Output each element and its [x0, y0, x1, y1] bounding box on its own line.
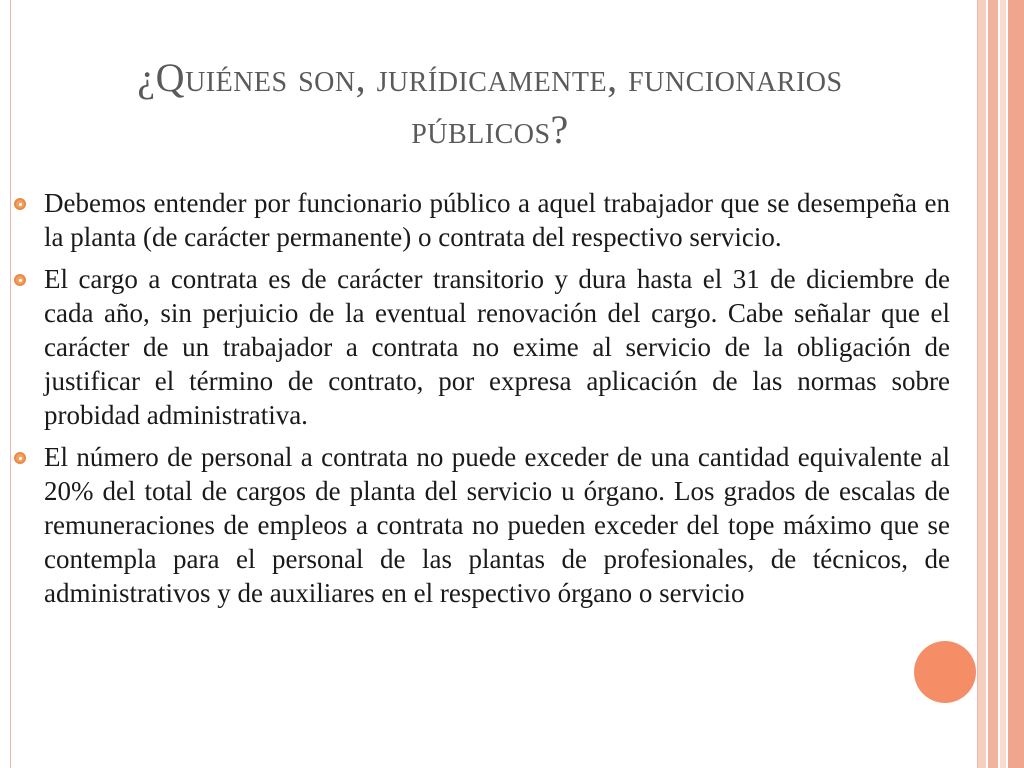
bullet-circle-icon: [14, 198, 26, 210]
list-item: [14, 262, 950, 432]
slide-title: ¿Quiénes son, jurídicamente, funcionarios públicos?: [137, 55, 843, 152]
decorative-stripes: [978, 0, 1024, 768]
stripe: [1000, 0, 1006, 768]
bullet-circle-icon: [14, 452, 26, 464]
stripe: [988, 0, 998, 768]
bullet-text: El cargo a contrata es de carácter transitorio y dura hasta el 31 de diciembre de cada año, sin perjuicio de la eventual renovación del cargo. Cabe señalar que el carácter de un trabajador a contrata no exime al servicio de la obligación de justificar el término de contrato, por expresa aplicación de las normas sobre probidad administrativa.: [44, 264, 950, 430]
list-item: [14, 440, 950, 610]
list-item: [14, 186, 950, 254]
bullet-list: [14, 186, 950, 618]
bullet-circle-icon: [14, 274, 26, 286]
orange-dot-icon: [914, 641, 976, 703]
stripe: [1008, 0, 1024, 768]
stripe: [978, 0, 986, 768]
bullet-text: Debemos entender por funcionario público a aquel trabajador que se desempeña en la planta (de carácter permanente) o contrata del respectivo servicio.: [44, 188, 950, 252]
bullet-text: El número de personal a contrata no puede exceder de una cantidad equivalente al 20% del total de cargos de planta del servicio u órgano. Los grados de escalas de remuneraciones de empleos a contrata no pueden exceder del tope máximo que se contempla para el personal de las plantas de profesionales, de técnicos, de administrativos y de auxiliares en el respectivo órgano o servicio: [44, 442, 950, 608]
